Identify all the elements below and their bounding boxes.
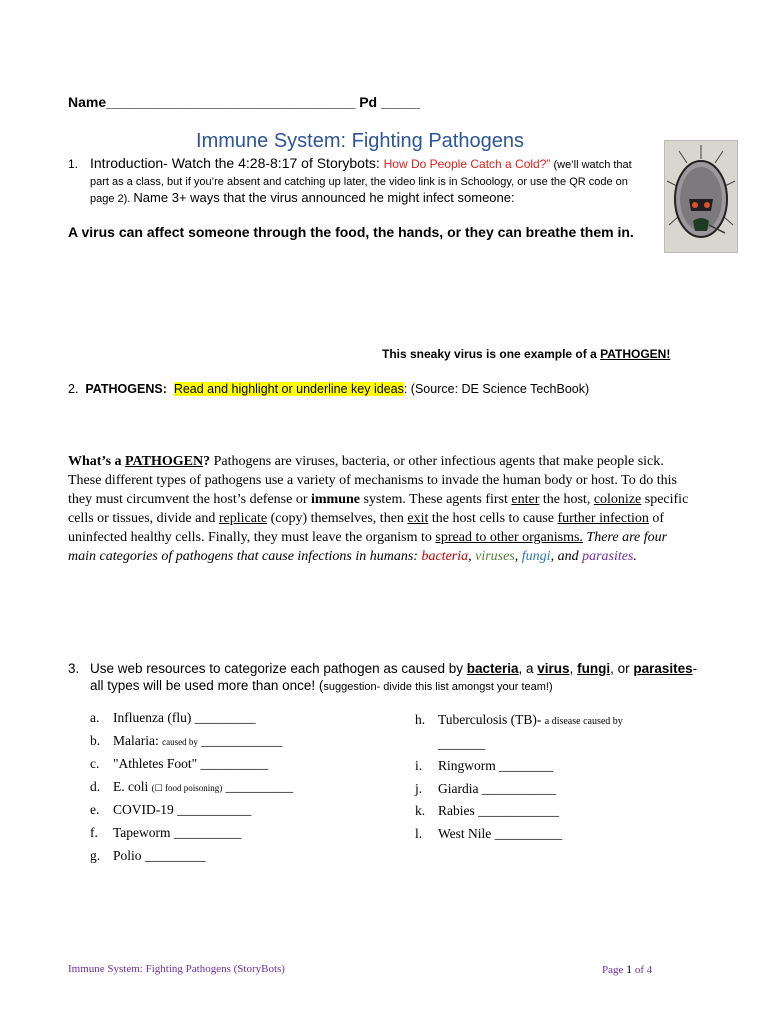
item-letter: e. (90, 802, 100, 817)
list-item (90, 710, 255, 726)
reading-term-spread: spread to other organisms. (435, 530, 583, 545)
list-item (90, 802, 251, 818)
item-letter: f. (90, 825, 98, 840)
reading-end: . (633, 549, 637, 564)
answer-blank[interactable]: _________ (141, 848, 206, 863)
virus-image (664, 140, 738, 253)
reading-term-further-infection: further infection (557, 511, 649, 526)
reading-keyword: PATHOGEN (125, 454, 204, 469)
pathogen-note: caused by (162, 737, 198, 747)
reading-term-enter: enter (511, 492, 540, 507)
q3-suggestion: suggestion- divide this list amongst your team!) (323, 681, 553, 693)
pathogen-name: E. coli (113, 779, 152, 794)
question-1 (68, 155, 653, 207)
item-letter: k. (415, 803, 426, 818)
caption-keyword: PATHOGEN! (600, 347, 671, 361)
q3-bacteria: bacteria (466, 661, 519, 676)
reading-italic: There are four main categories of pathogens that cause infections in humans: (68, 530, 668, 564)
q3-virus: virus (537, 661, 570, 676)
q3-text: , (569, 661, 578, 676)
list-item (415, 803, 559, 819)
q2-highlight: Read and highlight or underline key ideas (173, 382, 404, 396)
answer-blank[interactable]: _________ (191, 710, 256, 725)
page-title: Immune System: Fighting Pathogens (196, 130, 524, 152)
list-item (415, 712, 623, 728)
answer-blank[interactable]: ____________ (474, 803, 560, 818)
image-caption (382, 347, 670, 361)
q1-intro: Introduction- Watch the 4:28-8:17 of Storybots: (90, 155, 384, 171)
name-line (68, 94, 420, 110)
q1-answer[interactable]: A virus can affect someone through the food, the hands, or they can breathe them in. (68, 224, 634, 240)
reading-immune: immune (311, 492, 360, 507)
q2-label: PATHOGENS: (85, 382, 167, 396)
answer-blank[interactable]: __________ (197, 756, 269, 771)
q1-note: (we’ll watch that part as a class, but if you’re absent and catching up later, the video link is in Schoology, or use the QR code on page 2). (90, 159, 632, 205)
q3-text: , a (518, 661, 538, 676)
footer-doc-title: Immune System: Fighting Pathogens (StoryBots) (68, 963, 285, 975)
q3-text: , or (610, 661, 634, 676)
reading-term-exit: exit (407, 511, 429, 526)
answer-blank[interactable]: ___________ (173, 802, 252, 817)
caption-text: This sneaky virus is one example of a (382, 347, 601, 361)
item-letter: c. (90, 756, 100, 771)
q2-source: : (Source: DE Science TechBook) (403, 382, 590, 396)
reading-sep: , (468, 549, 476, 564)
answer-blank[interactable]: ________ (495, 758, 554, 773)
reading-text: of uninfected healthy cells. Finally, they must leave the organism to (68, 511, 665, 545)
category-viruses: viruses (475, 549, 515, 564)
item-letter: i. (415, 758, 423, 773)
reading-text: (copy) themselves, then (267, 511, 408, 526)
reading-text: the host, (539, 492, 594, 507)
item-letter: l. (415, 826, 423, 841)
list-item (90, 848, 206, 864)
answer-blank[interactable]: _______ (438, 736, 486, 751)
page-num: 1 (626, 962, 633, 976)
item-letter: a. (90, 710, 100, 725)
pathogen-name: "Athletes Foot" (113, 756, 198, 771)
reading-text: system. These agents first (360, 492, 512, 507)
pd-field[interactable]: _____ (380, 94, 420, 110)
pathogen-name: Malaria: (113, 733, 163, 748)
reading-lead-end: ? (203, 454, 211, 469)
virus-icon (665, 141, 737, 252)
pathogen-name: Polio (113, 848, 142, 863)
pathogen-name: West Nile (438, 826, 492, 841)
page-of: of 4 (632, 964, 653, 976)
footer-page-number (602, 962, 652, 977)
answer-blank[interactable]: __________ (491, 826, 563, 841)
pathogen-note: (☐ food poisoning) (151, 783, 223, 793)
pd-label: Pd (359, 94, 378, 110)
pathogen-name: Tapeworm (113, 825, 171, 840)
pathogen-name: COVID-19 (113, 802, 174, 817)
pathogen-name: Rabies (438, 803, 475, 818)
list-item (90, 825, 241, 841)
item-letter: h. (415, 712, 426, 727)
item-letter: b. (90, 733, 101, 748)
question-number: 3. (68, 661, 80, 676)
pathogen-name: Ringworm (438, 758, 496, 773)
name-label: Name (68, 94, 107, 110)
q3-parasites: parasites (633, 661, 693, 676)
category-bacteria: bacteria (421, 549, 469, 564)
list-item (90, 779, 293, 795)
answer-blank[interactable]: __________ (222, 779, 294, 794)
question-3 (68, 660, 708, 696)
name-field[interactable]: ________________________________ (106, 94, 356, 110)
reading-sep: , and (550, 549, 583, 564)
reading-lead: What’s a (68, 454, 126, 469)
item-letter: g. (90, 848, 101, 863)
pathogen-name: Giardia (438, 781, 479, 796)
answer-blank[interactable]: ____________ (197, 733, 283, 748)
list-item (415, 758, 553, 774)
question-2 (68, 382, 589, 396)
q3-fungi: fungi (577, 661, 611, 676)
reading-passage (68, 452, 698, 566)
question-number: 2. (68, 382, 79, 396)
pathogen-name: Tuberculosis (TB)- (438, 712, 545, 727)
item-letter: d. (90, 779, 101, 794)
reading-sep: , (514, 549, 522, 564)
category-parasites: parasites (582, 549, 634, 564)
item-letter: j. (415, 781, 423, 796)
answer-blank[interactable]: ___________ (478, 781, 557, 796)
reading-text: the host cells to cause (428, 511, 558, 526)
q3-text: - all types will be used more than once! ( (90, 661, 698, 693)
q1-prompt: Name 3+ ways that the virus announced he might infect someone: (133, 190, 515, 205)
category-fungi: fungi (521, 549, 551, 564)
page-label: Page (602, 964, 627, 976)
list-item (415, 781, 556, 797)
pathogen-note: a disease caused by (544, 716, 623, 727)
question-number: 1. (68, 157, 79, 171)
list-item (90, 756, 268, 772)
q3-text: Use web resources to categorize each pathogen as caused by (90, 661, 467, 676)
answer-blank[interactable]: __________ (170, 825, 242, 840)
pathogen-name: Influenza (flu) (113, 710, 192, 725)
list-item (415, 826, 562, 842)
reading-text: Pathogens are viruses, bacteria, or other infectious agents that make people sick. These different types of pathogens use a variety of mechanisms to invade the human body or host. To do this they must circumvent the host’s defense or (68, 454, 677, 507)
reading-term-replicate: replicate (218, 511, 268, 526)
list-item (90, 733, 282, 749)
video-title-link[interactable]: How Do People Catch a Cold?” (383, 157, 551, 171)
reading-term-colonize: colonize (593, 492, 642, 507)
reading-text: specific cells or tissues, divide and (68, 492, 689, 526)
